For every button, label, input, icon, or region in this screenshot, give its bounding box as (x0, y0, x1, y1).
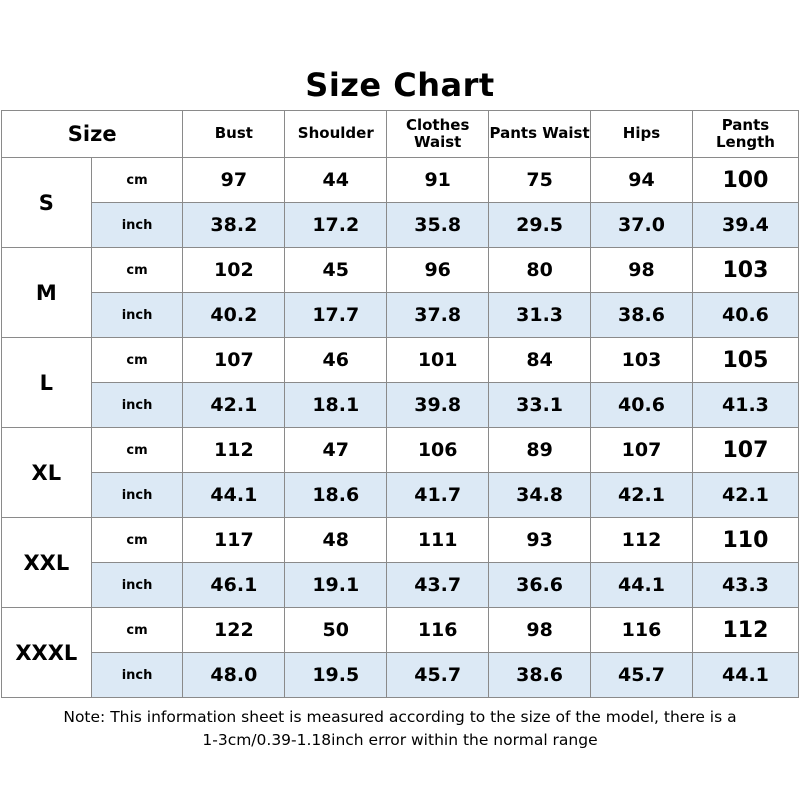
cell-hips-inch: 37.0 (591, 203, 693, 248)
cell-clothes-waist-inch: 41.7 (387, 473, 489, 518)
cell-pants-waist-inch: 29.5 (489, 203, 591, 248)
page-title: Size Chart (305, 66, 495, 104)
cell-clothes-waist-inch: 35.8 (387, 203, 489, 248)
cell-shoulder-inch: 19.1 (285, 563, 387, 608)
cell-shoulder-cm: 48 (285, 518, 387, 563)
row-size-label: M (2, 248, 92, 338)
cell-hips-cm: 94 (591, 158, 693, 203)
cell-pants-length-inch: 40.6 (692, 293, 798, 338)
table-row (2, 428, 799, 473)
cell-shoulder-cm: 44 (285, 158, 387, 203)
cell-clothes-waist-cm: 101 (387, 338, 489, 383)
cell-hips-cm: 98 (591, 248, 693, 293)
cell-shoulder-cm: 46 (285, 338, 387, 383)
cell-pants-length-cm: 110 (692, 518, 798, 563)
cell-pants-length-inch: 41.3 (692, 383, 798, 428)
cell-shoulder-inch: 18.6 (285, 473, 387, 518)
cell-pants-waist-inch: 38.6 (489, 653, 591, 698)
cell-pants-waist-inch: 31.3 (489, 293, 591, 338)
table-header (2, 111, 799, 158)
table-row (2, 158, 799, 203)
measurement-note: Note: This information sheet is measured according to the size of the model, there is a 1-3cm/0.39-1.18inch error within the normal range (63, 708, 737, 750)
cell-shoulder-inch: 17.2 (285, 203, 387, 248)
cell-clothes-waist-cm: 96 (387, 248, 489, 293)
column-header-pants-length: Pants Length (692, 111, 798, 158)
cell-pants-length-cm: 107 (692, 428, 798, 473)
cell-shoulder-inch: 18.1 (285, 383, 387, 428)
cell-pants-length-cm: 112 (692, 608, 798, 653)
column-header-bust: Bust (183, 111, 285, 158)
cell-clothes-waist-cm: 106 (387, 428, 489, 473)
cell-pants-length-cm: 100 (692, 158, 798, 203)
unit-label-cm: cm (91, 608, 183, 653)
cell-hips-cm: 116 (591, 608, 693, 653)
cell-clothes-waist-cm: 116 (387, 608, 489, 653)
column-header-clothes-waist: Clothes Waist (387, 111, 489, 158)
cell-pants-waist-inch: 36.6 (489, 563, 591, 608)
column-header-shoulder: Shoulder (285, 111, 387, 158)
cell-pants-length-cm: 105 (692, 338, 798, 383)
cell-pants-waist-cm: 93 (489, 518, 591, 563)
cell-bust-inch: 38.2 (183, 203, 285, 248)
table-body (2, 158, 799, 698)
cell-hips-inch: 40.6 (591, 383, 693, 428)
cell-pants-waist-inch: 34.8 (489, 473, 591, 518)
table-row (2, 518, 799, 563)
cell-hips-inch: 38.6 (591, 293, 693, 338)
table-row (2, 608, 799, 653)
unit-label-inch: inch (91, 383, 183, 428)
column-header-size: Size (2, 111, 183, 158)
cell-pants-length-cm: 103 (692, 248, 798, 293)
row-size-label: S (2, 158, 92, 248)
size-chart-container (0, 66, 800, 753)
unit-label-cm: cm (91, 518, 183, 563)
cell-bust-cm: 112 (183, 428, 285, 473)
unit-label-inch: inch (91, 473, 183, 518)
cell-shoulder-cm: 50 (285, 608, 387, 653)
cell-shoulder-cm: 45 (285, 248, 387, 293)
cell-bust-cm: 102 (183, 248, 285, 293)
unit-label-inch: inch (91, 653, 183, 698)
row-size-label: XL (2, 428, 92, 518)
table-row (2, 203, 799, 248)
table-row (2, 653, 799, 698)
cell-pants-length-inch: 44.1 (692, 653, 798, 698)
unit-label-inch: inch (91, 203, 183, 248)
cell-hips-cm: 112 (591, 518, 693, 563)
cell-hips-inch: 45.7 (591, 653, 693, 698)
unit-label-cm: cm (91, 338, 183, 383)
cell-pants-waist-cm: 98 (489, 608, 591, 653)
cell-bust-inch: 42.1 (183, 383, 285, 428)
table-row (2, 248, 799, 293)
cell-clothes-waist-inch: 45.7 (387, 653, 489, 698)
cell-bust-inch: 40.2 (183, 293, 285, 338)
cell-bust-cm: 117 (183, 518, 285, 563)
table-row (2, 563, 799, 608)
table-row (2, 383, 799, 428)
unit-label-cm: cm (91, 428, 183, 473)
cell-bust-cm: 122 (183, 608, 285, 653)
cell-pants-length-inch: 43.3 (692, 563, 798, 608)
cell-clothes-waist-cm: 111 (387, 518, 489, 563)
cell-pants-length-inch: 39.4 (692, 203, 798, 248)
row-size-label: XXXL (2, 608, 92, 698)
table-row (2, 473, 799, 518)
cell-shoulder-cm: 47 (285, 428, 387, 473)
cell-hips-inch: 44.1 (591, 563, 693, 608)
cell-hips-cm: 103 (591, 338, 693, 383)
cell-bust-cm: 97 (183, 158, 285, 203)
cell-shoulder-inch: 17.7 (285, 293, 387, 338)
row-size-label: XXL (2, 518, 92, 608)
column-header-hips: Hips (591, 111, 693, 158)
unit-label-cm: cm (91, 158, 183, 203)
cell-bust-inch: 48.0 (183, 653, 285, 698)
cell-clothes-waist-inch: 43.7 (387, 563, 489, 608)
cell-clothes-waist-inch: 39.8 (387, 383, 489, 428)
cell-bust-cm: 107 (183, 338, 285, 383)
column-header-pants-waist: Pants Waist (489, 111, 591, 158)
cell-pants-waist-cm: 89 (489, 428, 591, 473)
unit-label-inch: inch (91, 563, 183, 608)
cell-pants-waist-inch: 33.1 (489, 383, 591, 428)
cell-bust-inch: 44.1 (183, 473, 285, 518)
table-row (2, 293, 799, 338)
cell-clothes-waist-inch: 37.8 (387, 293, 489, 338)
size-chart-table (1, 110, 799, 698)
cell-pants-length-inch: 42.1 (692, 473, 798, 518)
cell-hips-cm: 107 (591, 428, 693, 473)
table-row (2, 338, 799, 383)
cell-bust-inch: 46.1 (183, 563, 285, 608)
cell-pants-waist-cm: 75 (489, 158, 591, 203)
unit-label-cm: cm (91, 248, 183, 293)
cell-pants-waist-cm: 80 (489, 248, 591, 293)
unit-label-inch: inch (91, 293, 183, 338)
cell-clothes-waist-cm: 91 (387, 158, 489, 203)
cell-pants-waist-cm: 84 (489, 338, 591, 383)
row-size-label: L (2, 338, 92, 428)
cell-hips-inch: 42.1 (591, 473, 693, 518)
cell-shoulder-inch: 19.5 (285, 653, 387, 698)
